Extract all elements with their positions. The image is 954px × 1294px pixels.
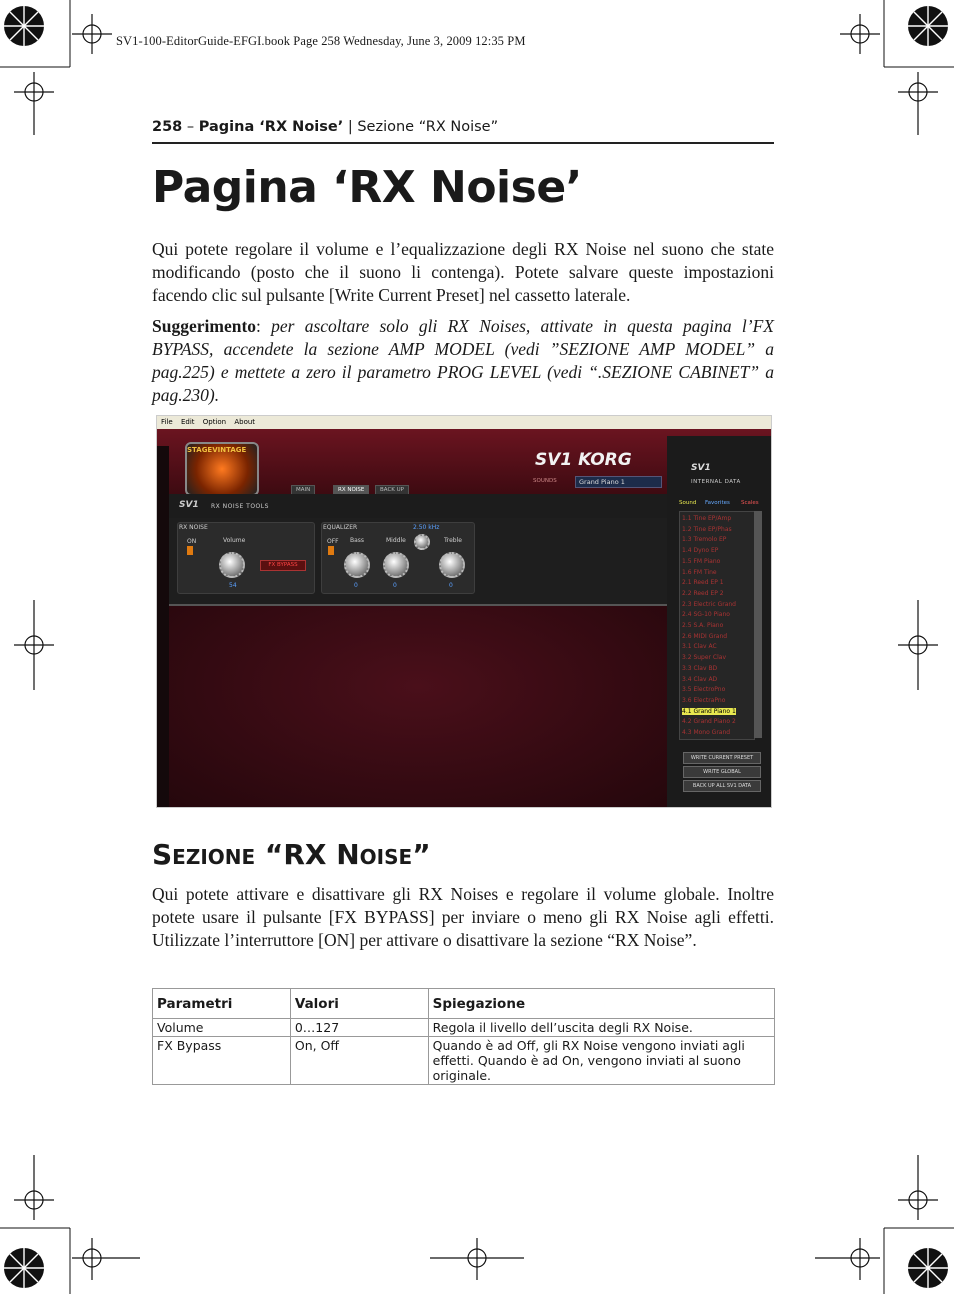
tab-back-up[interactable]: BACK UP [375,485,409,496]
tip-paragraph [152,315,774,407]
panel-tab-favorites[interactable]: Favorites [705,500,730,506]
rx-noise-on-label: ON [187,538,197,545]
tip-label: Suggerimento [152,316,257,336]
intro-paragraph: Qui potete regolare il volume e l’equalizzazione degli RX Noise nel suono che state modificando (posto che il suono li contenga). Potete salvare queste impostazioni facendo clic sul pulsante [Write Current Preset] nel cassetto laterale. [152,239,774,305]
panel-tab-sound[interactable]: Sound [679,500,697,506]
sound-list-item[interactable]: 1.1 Tine EP/Amp [682,515,732,522]
middle-label: Middle [386,537,406,544]
current-sound-display[interactable]: Grand Piano 1 [575,476,662,488]
section-heading [152,838,431,871]
volume-knob[interactable] [219,552,245,578]
cell-parameter: Volume [153,1019,291,1037]
write-global-button[interactable]: WRITE GLOBAL [683,766,761,778]
rx-noise-tools-title: RX NOISE TOOLS [211,503,269,510]
sound-list-item[interactable]: 3.2 Super Clav [682,654,727,662]
back-up-all-button[interactable]: BACK UP ALL SV1 DATA [683,780,761,792]
sv1-tools-logo: SV1 [179,500,199,510]
frequency-knob[interactable] [414,534,430,550]
sound-list-item[interactable]: 2.3 Electric Grand [682,600,736,608]
cell-explanation: Regola il livello dell’uscita degli RX Noise. [428,1019,774,1037]
treble-knob[interactable] [439,552,465,578]
sv1-small-logo: SV1 [691,463,711,473]
tip-colon: : [256,316,272,336]
section-heading-s4: OISE [359,845,413,869]
tip-text: per ascoltare solo gli RX Noises, attivate in questa pagina l’FX BYPASS, accendete la sezione AMP MODEL (vedi ”SEZIONE AMP MODEL” a pag.225) e mettete a zero il parametro PROG LEVEL (vedi “.SEZIONE CABINET” a pag.230). [152,316,774,405]
sound-list[interactable] [679,511,755,740]
bass-knob[interactable] [344,552,370,578]
volume-value: 54 [229,582,237,589]
cell-values: On, Off [290,1037,428,1085]
sound-list-item[interactable]: 2.1 Reed EP 1 [682,579,724,587]
sound-list-item[interactable]: 2.6 MIDI Grand [682,632,728,640]
sound-list-item[interactable]: 3.6 ElectraPno [682,696,726,704]
middle-value: 0 [393,582,397,589]
internal-data-label: INTERNAL DATA [691,479,741,485]
page-title: Pagina ‘RX Noise’ [152,162,582,213]
tab-main[interactable]: MAIN [291,485,315,496]
section-heading-s5: ” [412,838,431,871]
volume-label: Volume [223,537,246,544]
header-rule [152,142,774,144]
menu-edit[interactable]: Edit [180,418,195,426]
sound-list-item[interactable]: 2.4 SG-10 Piano [682,611,730,619]
sound-list-item[interactable]: 1.3 Tremolo EP [682,536,727,544]
menu-bar [157,416,771,429]
sound-list-item[interactable]: 3.1 Clav AC [682,643,717,651]
treble-value: 0 [449,582,453,589]
equalizer-off-label: OFF [327,538,339,545]
running-head-separator: | [343,119,358,135]
empty-panel [169,606,667,807]
sound-list-item[interactable]: 2.2 Reed EP 2 [682,589,724,597]
cell-values: 0…127 [290,1019,428,1037]
sound-list-item[interactable]: 1.5 FM Piano [682,557,721,565]
middle-frequency: 2.50 kHz [413,524,440,531]
rx-noise-label: RX NOISE [179,524,208,531]
header-parametri: Parametri [153,989,291,1019]
editor-screenshot [156,415,772,808]
menu-file[interactable]: File [161,418,173,426]
sound-list-item[interactable]: 1.6 FM Tine [682,568,717,576]
parameters-table [152,988,775,1085]
bass-value: 0 [354,582,358,589]
fx-bypass-button[interactable]: FX BYPASS [260,560,306,571]
running-head-section: Sezione “RX Noise” [357,119,499,135]
table-row [153,1019,775,1037]
sound-list-item[interactable]: 1.4 Dyno EP [682,547,719,555]
sound-list-item[interactable]: 4.1 Grand Piano 1 [682,707,736,715]
menu-option[interactable]: Option [202,418,227,426]
equalizer-label: EQUALIZER [323,524,358,531]
table-row [153,1037,775,1085]
rx-noise-on-switch[interactable] [187,546,193,555]
equalizer-off-switch[interactable] [328,546,334,555]
menu-about[interactable]: About [234,418,256,426]
stagevintage-logo: STAGEVINTAGE [187,446,247,454]
sound-list-item[interactable]: 3.4 Clav AD [682,675,718,683]
header-spiegazione: Spiegazione [428,989,774,1019]
page-number: 258 [152,119,183,135]
section-heading-s3: “RX N [255,838,360,871]
sound-list-item[interactable]: 2.5 S.A. Piano [682,622,724,629]
rx-noise-box [177,522,315,594]
sounds-label: SOUNDS [533,478,557,484]
panel-tab-scales[interactable]: Scales [741,500,759,506]
section-paragraph: Qui potete attivare e disattivare gli RX Noises e regolare il volume globale. Inoltre potete usare il pulsante [FX BYPASS] per inviare o meno gli RX Noise agli effetti. Utilizzate l’interruttore [ON] per attivare o disattivare la sezione “RX Noise”. [152,884,774,950]
section-heading-s2: EZIONE [172,845,256,869]
sound-list-item[interactable]: 3.3 Clav BD [682,664,718,672]
sv1-korg-logo: SV1 KORG [535,450,632,470]
middle-knob[interactable] [383,552,409,578]
sound-list-item[interactable]: 4.2 Grand Piano 2 [682,718,736,726]
treble-label: Treble [444,537,462,544]
running-head-dash: – [182,119,199,135]
bass-label: Bass [350,537,365,544]
write-current-preset-button[interactable]: WRITE CURRENT PRESET [683,752,761,764]
running-head [152,119,498,135]
book-slug: SV1-100-EditorGuide-EFGI.book Page 258 Wednesday, June 3, 2009 12:35 PM [116,34,526,48]
cell-explanation: Quando è ad Off, gli RX Noise vengono inviati agli effetti. Quando è ad On, vengono inviati al suono originale. [428,1037,774,1085]
sound-list-scrollbar[interactable] [754,511,762,738]
running-head-chapter: Pagina ‘RX Noise’ [198,119,344,135]
section-heading-s1: S [152,838,173,871]
header-valori: Valori [290,989,428,1019]
table-header-row [153,989,775,1019]
sound-list-item[interactable]: 3.5 ElectroPno [682,686,726,694]
cell-parameter: FX Bypass [153,1037,291,1085]
sound-list-item[interactable]: 4.3 Mono Grand [682,729,731,736]
sound-list-item[interactable]: 1.2 Tine EP/Phas [682,525,732,533]
left-frame [157,446,169,807]
tab-rx-noise[interactable]: RX NOISE [333,485,369,496]
